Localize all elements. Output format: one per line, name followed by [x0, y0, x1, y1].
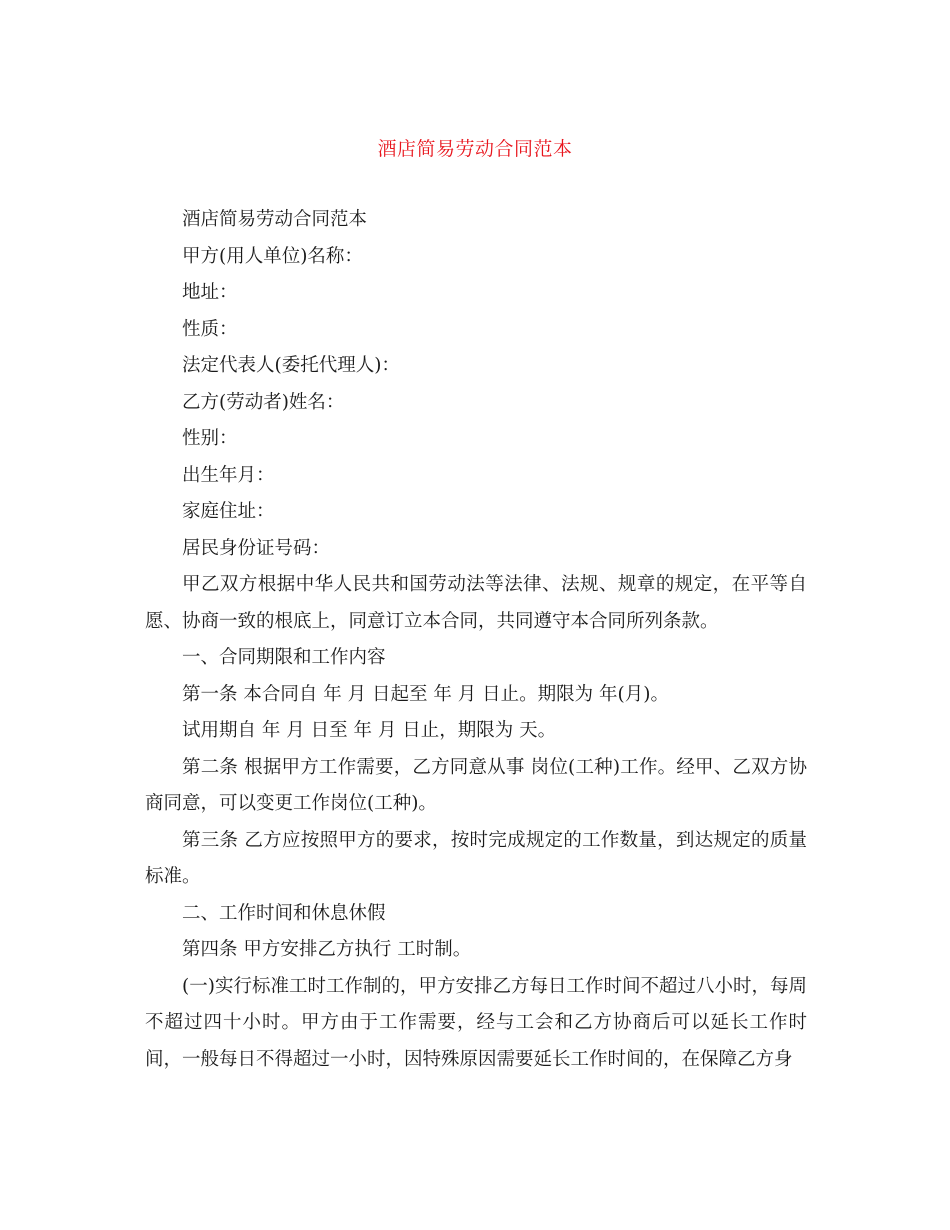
paragraph-heading: 酒店简易劳动合同范本: [182, 209, 368, 230]
paragraph-id-number: 居民身份证号码：: [182, 537, 331, 559]
section-heading-term: 一、合同期限和工作内容: [182, 647, 386, 668]
section-heading-hours: 二、工作时间和休息休假: [182, 902, 386, 924]
document-body: [145, 202, 807, 1078]
paragraph-article-1: 第一条 本合同自 年 月 日起至 年 月 日止。期限为 年(月)。: [182, 683, 669, 705]
paragraph-article-3: 第三条 乙方应按照甲方的要求，按时完成规定的工作数量，到达规定的质量标准。: [145, 829, 807, 887]
paragraph-article-2: 第二条 根据甲方工作需要，乙方同意从事 岗位(工种)工作。经甲、乙双方协商同意，可以变更工作岗位(工种)。: [145, 756, 807, 814]
paragraph-article-4: 第四条 甲方安排乙方执行 工时制。: [182, 939, 472, 960]
document-title: 酒店简易劳动合同范本: [377, 138, 573, 160]
paragraph-birth-date: 出生年月：: [182, 464, 275, 486]
paragraph-preamble: 甲乙双方根据中华人民共和国劳动法等法律、法规、规章的规定，在平等自愿、协商一致的根底上，同意订立本合同，共同遵守本合同所列条款。: [145, 574, 807, 632]
paragraph-address: 地址：: [182, 282, 238, 303]
paragraph-legal-representative: 法定代表人(委托代理人)：: [182, 355, 400, 376]
paragraph-employee-name: 乙方(劳动者)姓名：: [182, 391, 345, 413]
paragraph-standard-hours: (一)实行标准工时工作制的，甲方安排乙方每日工作时间不超过八小时，每周不超过四十小时。甲方由于工作需要，经与工会和乙方协商后可以延长工作时间，一般每日不得超过一小时，因特殊原因需要延长工作时间的，在保障乙方身: [145, 975, 807, 1070]
paragraph-nature: 性质：: [182, 318, 238, 340]
paragraph-employer-name: 甲方(用人单位)名称：: [182, 245, 363, 267]
paragraph-home-address: 家庭住址：: [182, 501, 275, 522]
paragraph-gender: 性别：: [182, 428, 238, 449]
paragraph-probation: 试用期自 年 月 日至 年 月 日止，期限为 天。: [182, 720, 557, 741]
